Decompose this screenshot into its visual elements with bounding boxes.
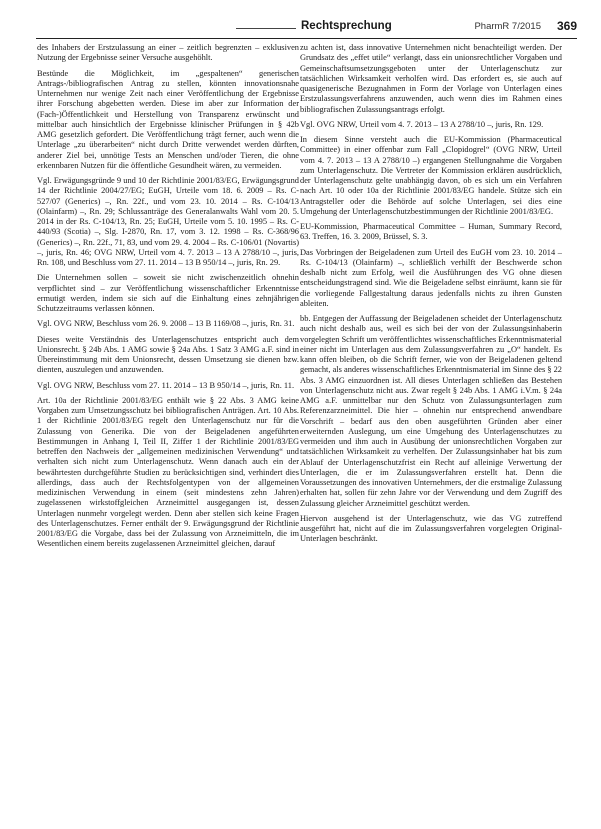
- citation: Vgl. OVG NRW, Urteil vom 4. 7. 2013 – 13 A 2788/10 –, juris, Rn. 129.: [300, 119, 544, 129]
- paragraph: Dieses weite Verständnis des Unterlagenschutzes entspricht auch dem Unionsrecht. § 24b Abs. 1 AMG sowie § 24a Abs. 1 Satz 3 AMG a.F. sind in Übereinstimmung mit dem Unionsrecht, dessen Umsetzung sie dienen bzw. dienten, auszulegen und anzuwenden.: [37, 334, 299, 375]
- citation: Vgl. OVG NRW, Beschluss vom 27. 11. 2014 – 13 B 950/14 –, juris, Rn. 11.: [37, 380, 295, 390]
- paragraph: zu achten ist, dass innovative Unternehmen nicht benachteiligt werden. Der Grundsatz des „effet utile“ verlangt, dass ein unionsrechtlicher Vorgaben und Gemeinschaftsumsetzungsgeboten unter der Unterlagenschutz zur tatsächlichen Wirksamkeit verholfen wird. Das erfordert es, sie auch auf quasigenerische Bezugnahmen in Form der Vorlage von Unterlagen eines Erstzulassungsverfahrens anzuwenden, auch wenn dies im Rahmen eines bibliografischen Zulassungsantrags erfolgt.: [300, 43, 562, 114]
- citation: Vgl. Erwägungsgründe 9 und 10 der Richtlinie 2001/83/EG, Erwägungsgrund 14 der Richtlinie 2004/27/EG; EuGH, Urteile vom 18. 6. 2009 – Rs. C-527/07 (Generics) –, Rn. 22f., und vom 23. 10. 2014 – Rs. C-104/13 (Olainfarm) –, Rn. 29; Schlussanträge des Generalanwalts Wahl vom 20. 5. 2014 in der Rs. C-104/13, Rn. 25; EuGH, Urteile vom 5. 10. 1995 – Rs. C-440/93 (Scotia) –, Slg. I-2870, Rn. 17, vom 3. 12. 1998 – Rs. C-368/96 (Generics) –, Rn. 22f., 71, 83, und vom 29. 4. 2004 – Rs. C-106/01 (Novartis) –, juris, Rn. 46; OVG NRW, Urteil vom 4. 7. 2013 – 13 A 2788/10 –, juris, Rn. 108, und Beschluss vom 27. 11. 2014 – 13 B 950/14 –, juris, Rn. 29.: [37, 176, 299, 267]
- citation: EU-Kommission, Pharmaceutical Committee – Human, Summary Record, 63. Treffen, 16. 3. 2009, Brüssel, S. 3.: [300, 222, 562, 242]
- page-number: 369: [556, 19, 577, 33]
- right-column: [300, 43, 562, 550]
- paragraph: des Inhabers der Erstzulassung an einer – zeitlich begrenzten – exklusiven Nutzung der Ergebnisse seiner Versuche ausgehöhlt.: [37, 43, 299, 63]
- paragraph: bb. Entgegen der Auffassung der Beigeladenen scheidet der Unterlagenschutz auch nicht deshalb aus, weil es sich bei der von der Zulassungsinhaberin vorgelegten Schrift um veröffentlichtes wissenschaftliches Erkenntnismaterial einer nicht im Unterlagen aus dem Zulassungsverfahren zu „O“ handelt. Es kann offen bleiben, ob die Schrift ferner, wie von der Beigeladenen geltend gemacht, als anderes wissenschaftliches Erkenntnismaterial im Sinne des § 22 Abs. 3 AMG einzuordnen ist. All dieses Unterlagen schließen das Bestehen von Unterlagenschutz nicht aus. Zwar regelt § 24b Abs. 1 AMG i.V.m. § 24a AMG a.F. unmittelbar nur den Schutz von Zulassungsunterlagen zum Referenzarzneimittel. Die hier – ohnehin nur entsprechend anwendbare Vorschrift – bedarf aus den oben ausgeführten Gründen aber einer erweiternden Auslegung, um eine Umgehung des Unterlagenschutzes zu vermeiden und ihm auch in Ausübung der unionsrechtlichen Vorgaben zur tatsächlichen Wirksamkeit zu verhelfen. Der Zulassungsinhaber hat bis zum Ablauf der Unterlagenschutzfrist ein Recht auf alleinige Verwertung der Unterlagen, die er im Zulassungsverfahren erstellt hat. Denn die Voraussetzungen des innovativen Unternehmers, der die erstmalige Zulassung erhalten hat, sollen für zehn Jahre vor der Verwendung und dem Zugriff des Zulassung gleicher Arzneimittel geschützt werden.: [300, 314, 562, 508]
- page-header: [36, 18, 577, 39]
- paragraph: In diesem Sinne versteht auch die EU-Kommission (Pharmaceutical Committee) in einer offenbar zum Fall „Clopidogrel“ (OVG NRW, Urteil vom 4. 7. 2013 – 13 A 2788/10 –) ergangenen Stellungnahme die Vorgaben zum Unterlagenschutz. Die Vertreter der Kommission erklären ausdrücklich, der Unterlagenschutz gelte unabhängig davon, ob es sich um ein Verfahren nach Art. 10 oder 10a der Richtlinie 2001/83/EG handele. Stütze sich ein Antragsteller oder die Behörde auf solche Unterlagen, sei dies eine Umgehung der Unterlagenschutzbestimmungen der Richtlinie 2001/83/EG.: [300, 135, 562, 216]
- paragraph: Bestünde die Möglichkeit, im „gespaltenen“ generischen Antrags-/bibliografischen Antrag zu stellen, könnten innovationsnahe Unternehmen nur wenige Zeit nach einer Veröffentlichung der Ergebnisse ihrer Forschung abgebetten werden. Diese im aber zur Information der (Fach-)Öffentlichkeit und Herstellung von Transparenz erwünscht und mittelbar auch hinsichtlich der Ergebnisse klinischer Prüfungen in § 42b AMG gesetzlich gefordert. Die Veröffentlichung trägt ferner, auch wenn die Unterlage „zu überarbeiten“ nicht durch Dritte verwendet werden dürften, anderer Ziel bei, unnötige Tests an Menschen und/oder Tieren, die ohne erkennbaren Nutzen für die öffentliche Gesundheit wären, zu vermeiden.: [37, 68, 299, 170]
- citation: Vgl. OVG NRW, Beschluss vom 26. 9. 2008 – 13 B 1169/08 –, juris, Rn. 31.: [37, 319, 295, 329]
- paragraph: Das Vorbringen der Beigeladenen zum Urteil des EuGH vom 23. 10. 2014 – Rs. C-104/13 (Olainfarm) –, schließlich verhilft der Beschwerde schon deshalb nicht zum Erfolg, weil die Ausführungen des VG ohne diesen entscheidungstragend sind. Wie die Beigeladene selbst einräumt, kann sie für die vorliegende Fallgestaltung daraus jedenfalls nichts zu ihren Gunsten ableiten.: [300, 247, 562, 308]
- paragraph: Hiervon ausgehend ist der Unterlagenschutz, wie das VG zutreffend ausgeführt hat, nicht auf die im Zulassungsverfahren vorgelegten Original-Unterlagen beschränkt.: [300, 513, 562, 544]
- left-column: [37, 43, 299, 555]
- paragraph: Die Unternehmen sollen – soweit sie nicht zwischenzeitlich ohnehin verpflichtet sind – zur Veröffentlichung wissenschaftlicher Erkenntnisse ermutigt werden, indem sie sich auf die Einhaltung eines zehnjährigen Schutzzeitraums verlassen können.: [37, 273, 299, 313]
- header-rule: [236, 28, 296, 29]
- section-title: Rechtsprechung: [301, 20, 392, 32]
- paragraph: Art. 10a der Richtlinie 2001/83/EG enthält wie § 22 Abs. 3 AMG keine Vorgaben zum Umsetzungsschutz bei bibliografischen Anträgen. Art. 10 Abs. 1 der Richtlinie 2001/83/EG regelt den Unterlagenschutz nur für die Zulassung von Generika. Die von der Beigeladenen angeführten Bestimmungen in Anhang I, Teil II, Ziffer 1 der Richtlinie 2001/83/EG betreffen den Nachweis der „allgemeinen medizinischen Verwendung“ und verhalten sich nicht zum Unterlagenschutz. Wenn danach auch ein der bewährtesten durchgeführte Studien zu berücksichtigen sind, verhindert dies allerdings, dass auch der Rechtsfolgentypen von der allgemeinen medizinischen Verwendung in einem (seit mindestens zehn Jahren) zugelassenen wirkstoffgleichen Arzneimittel ausgegangen ist, dessen Unterlagen nunmehr vorgelegt werden. Denn aber stellen sich keine Fragen des Unterlagenschutzes. Ferner enthält der 9. Erwägungsgrund der Richtlinie 2001/83/EG die Vorgabe, dass bei der Zulassung von Arzneimitteln, die im Wesentlichen einem bereits zugelassenen Arzneimittel gleichen, darauf: [37, 395, 299, 549]
- journal-issue: PharmR 7/2015: [474, 21, 541, 32]
